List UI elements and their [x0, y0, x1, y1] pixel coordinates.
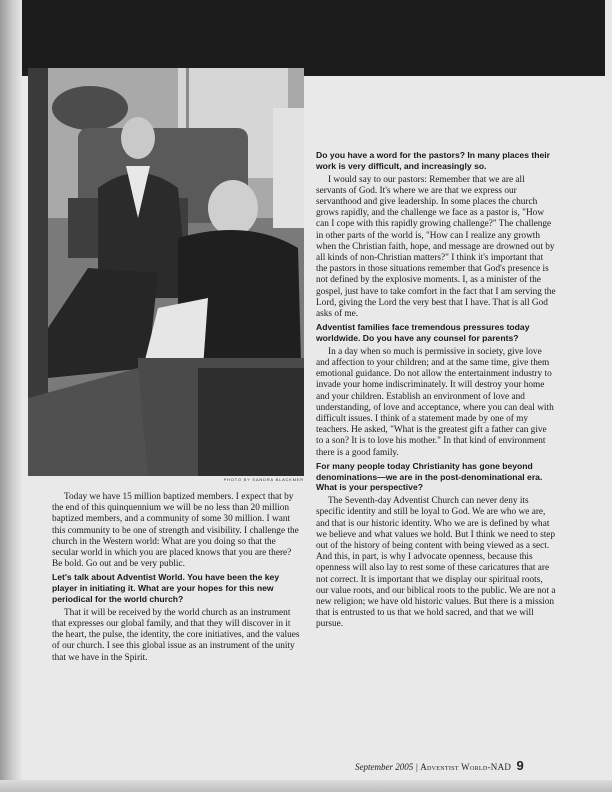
interview-question: Adventist families face tremendous pressures today worldwide. Do you have any counsel for parents? — [316, 322, 530, 344]
page-footer — [355, 758, 524, 773]
body-paragraph: The Seventh-day Adventist Church can never deny its specific identity and still be loyal to God. We are who we are, and that is our historic identity. Who we are is defined by what we believe and what values we hold. But I think we need to step out of the history of being content with being viewed as a sect. And this, in part, is why I advocate openness, because this openness will also lay to rest some of these caricatures that are not correct. It is important that we display our spiritual roots, our value roots, and our biblical roots to the public. We are not a new religion; we have old historic values. But there is a mission that is entrusted to us that we hold sacred, and that we will pursue. — [316, 496, 556, 630]
header-band — [22, 0, 605, 76]
interview-photo-illustration — [28, 68, 304, 476]
interview-question: For many people today Christianity has gone beyond denominations—we are in the post-denominational era. What is your perspective? — [316, 460, 543, 493]
left-column — [52, 492, 302, 664]
body-paragraph: That it will be received by the world church as an instrument that expresses our global family, and that they will discover in it the heart, the pulse, the identity, the core initiatives, and the values of our church. I see this global issue as an instrument of the unity that we have in the Spirit. — [52, 607, 300, 663]
footer-date: September 2005 — [355, 762, 414, 772]
footer-separator: | — [415, 762, 418, 772]
interview-question: Do you have a word for the pastors? In many places their work is very difficult, and increasingly so. — [316, 150, 550, 171]
scan-edge-bottom — [0, 780, 612, 792]
interview-photo — [28, 68, 304, 476]
body-paragraph: In a day when so much is permissive in society, give love and affection to your children; and at the same time, give them emotional guidance. Do not allow the entertainment industry to invade your home indiscriminately. It will destroy your home and your children. Establish an environment of love and understanding, of love and acceptance, where you can deal with difficult issues. I think of a statement made by one of my teachers. He asked, "What is the greatest gift a father can give to a son? It is to love his mother." In that kind of environment there is a good family. — [316, 346, 554, 458]
right-column — [316, 148, 556, 631]
interview-question: Let's talk about Adventist World. You have been the key player in initiating it. What are your hopes for this new periodical for the world church? — [52, 572, 280, 605]
body-paragraph: I would say to our pastors: Remember that we are all servants of God. It's where we are that we express our servanthood and give leadership. In some places the church grows rapidly, and the challenge we face as a pastor is, "How can I cope with this rapidly growing challenge?" The challenge in other parts of the world is, "How can I realize any growth when the Christian faith, hope, and message are drowned out by all kinds of non-Christian matters?" I think it's important that the pastors in those situations remember that God's presence is not defined by the explosive moments. I, as a minister of the gospel, just have to take comfort in the fact that I am serving the Lord, giving the Lord the very best that I have. That is all God asks of me. — [316, 174, 556, 320]
photo-credit: PHOTO BY SANDRA BLACKMER — [223, 477, 304, 482]
body-paragraph: Today we have 15 million baptized members. I expect that by the end of this quinquennium we will be no less than 20 million baptized members, and a community of some 30 million. I want this community to be one of strength and visibility. I challenge the church in the Western world: What are you doing so that the secular world in which you are placed knows that you are there? Be bold. Go out and be very public. — [52, 492, 299, 570]
scan-edge-left — [0, 0, 22, 792]
page-number: 9 — [516, 758, 524, 773]
footer-publication: Adventist World-NAD — [420, 762, 512, 772]
